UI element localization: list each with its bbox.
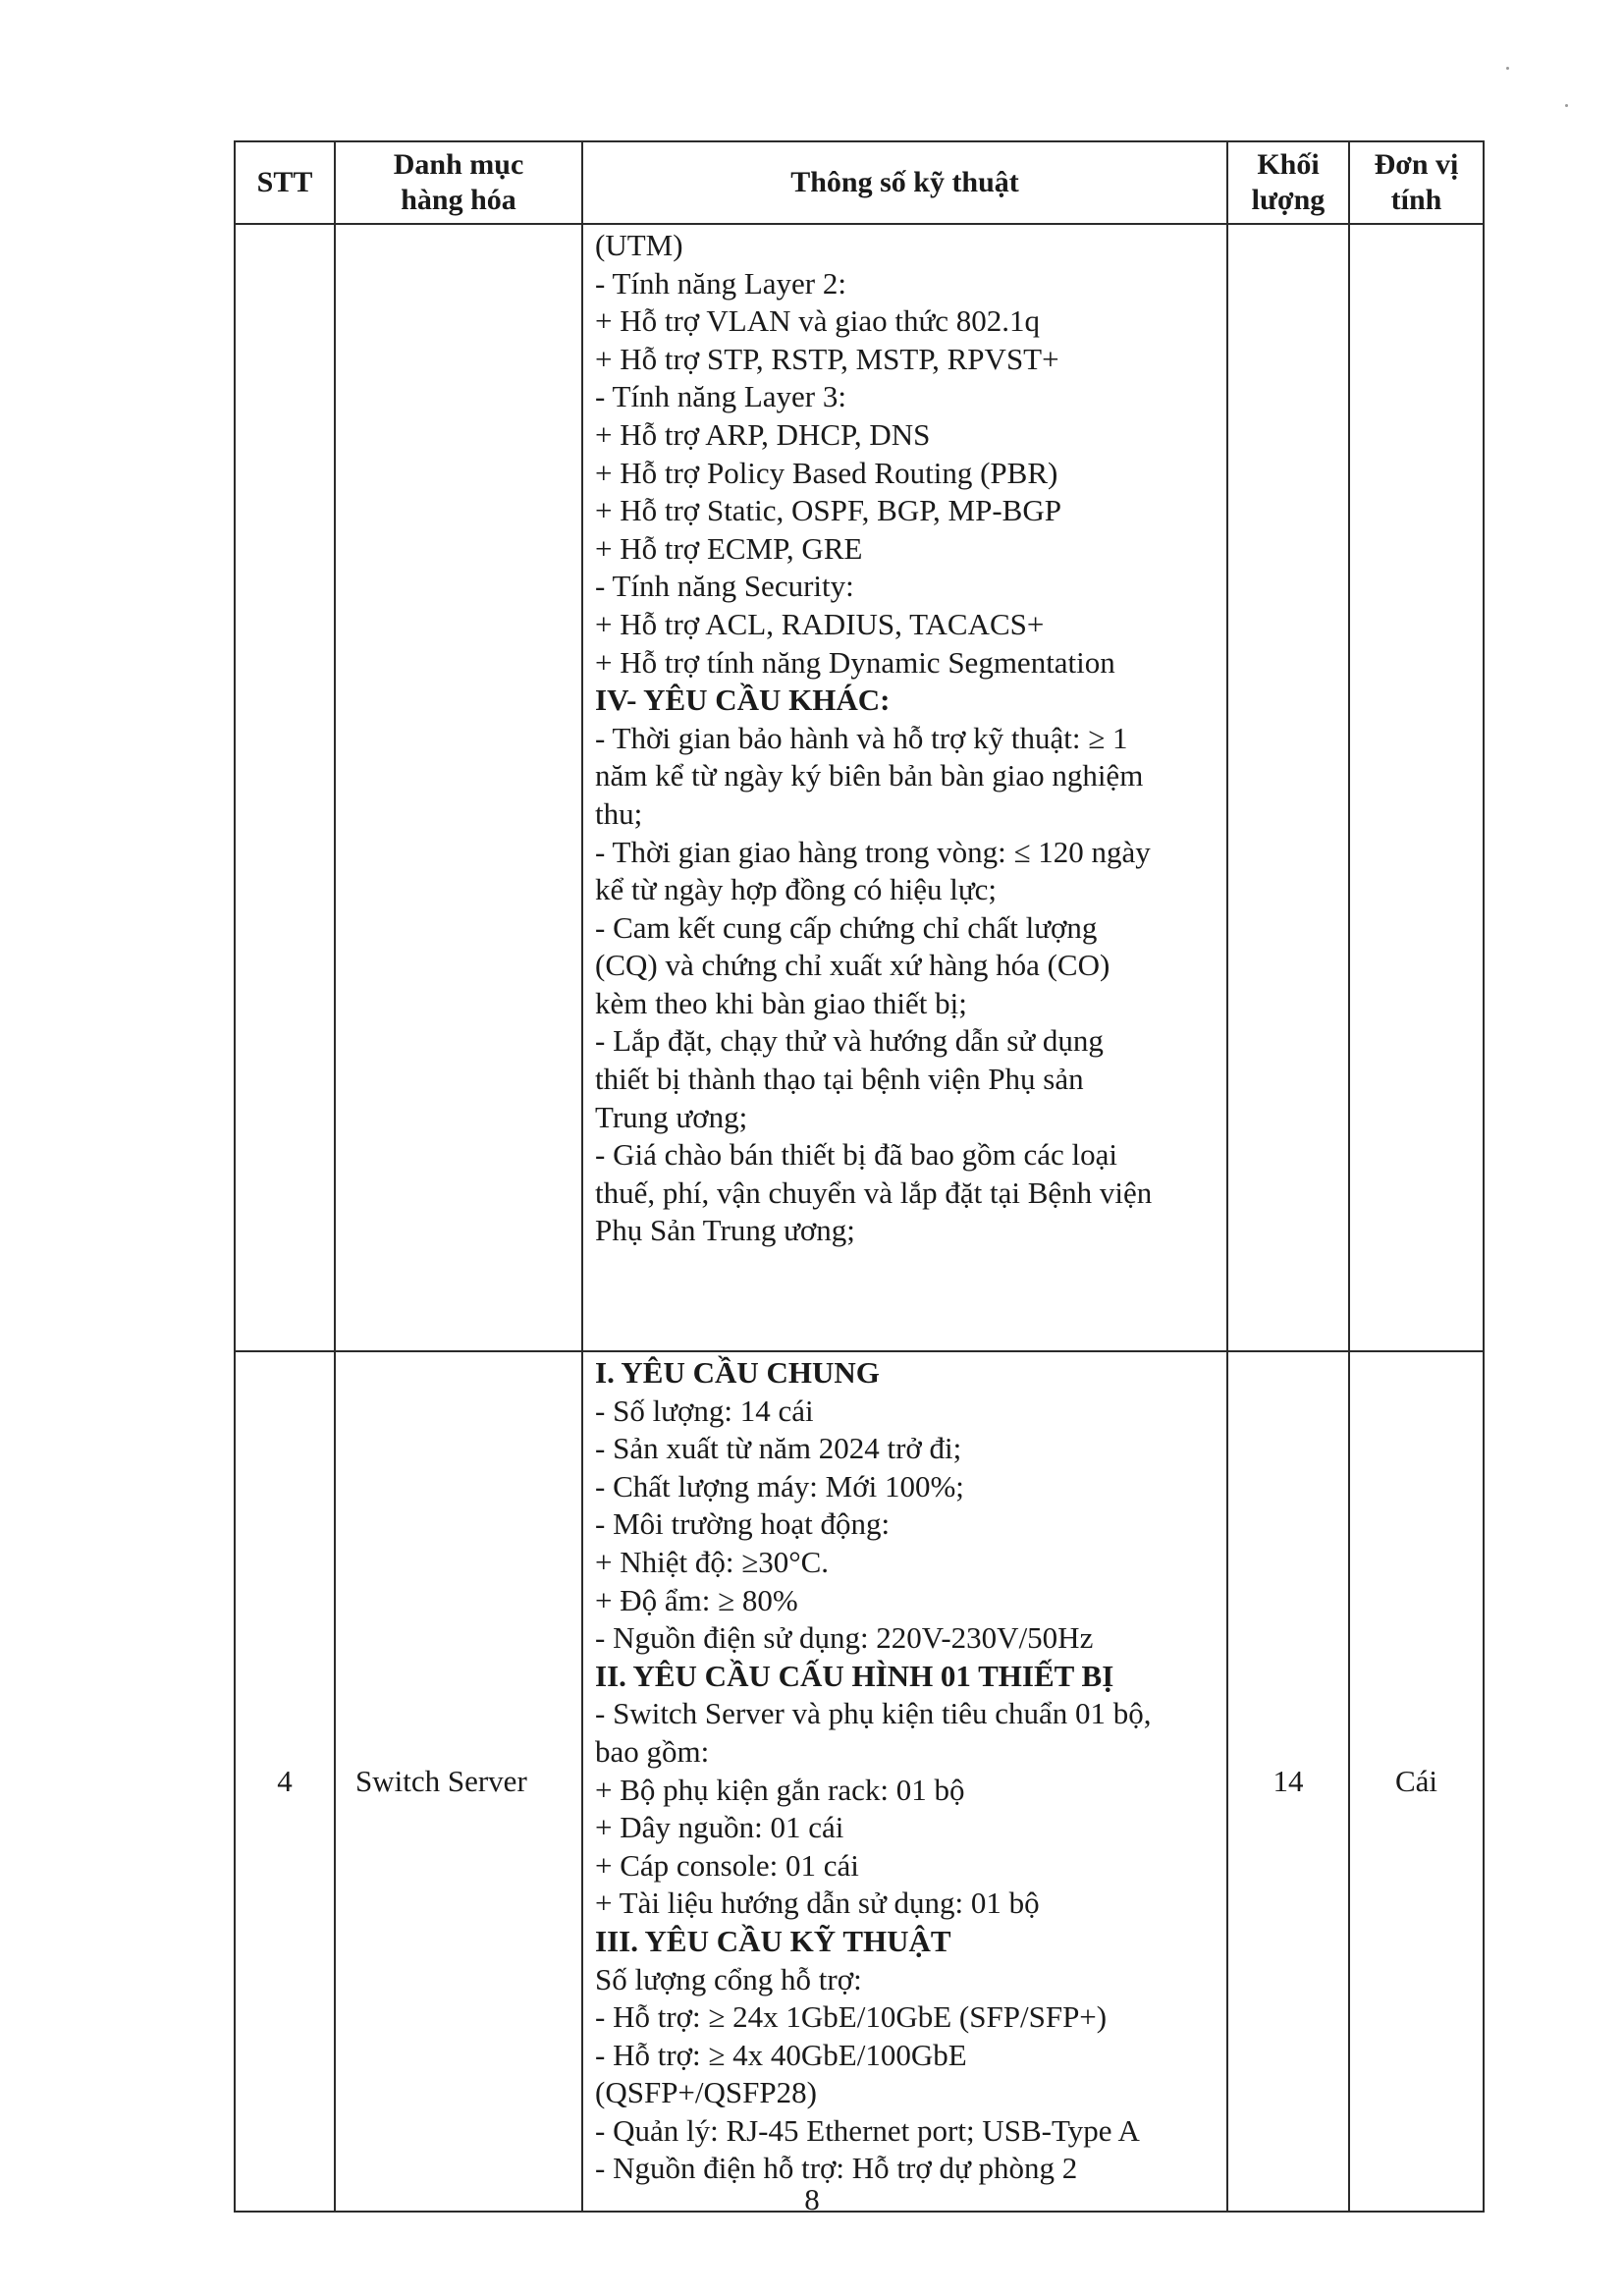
spec-line: - Tính năng Layer 3: [595,379,846,414]
spec-line: - Số lượng: 14 cái [595,1393,814,1428]
spec-section-heading: I. YÊU CẦU CHUNG [595,1355,880,1390]
header-row [235,141,1484,224]
spec-line: - Chất lượng máy: Mới 100%; [595,1468,964,1503]
spec-line: (QSFP+/QSFP28) [595,2075,817,2110]
spec-line: - Hỗ trợ: ≥ 4x 40GbE/100GbE [595,2037,967,2072]
header-danh-muc [335,141,582,224]
spec-line: bao gồm: [595,1733,710,1769]
table-row [235,1351,1484,2212]
spec-lines [583,1352,1226,2192]
page-number: 8 [804,2182,820,2216]
spec-line: thu; [595,795,643,831]
spec-line: - Tính năng Security: [595,569,854,604]
header-khoi-luong-line: Khối [1257,148,1320,181]
spec-line: + Cáp console: 01 cái [595,1847,859,1883]
spec-line: + Tài liệu hướng dẫn sử dụng: 01 bộ [595,1886,1040,1921]
spec-line: + Hỗ trợ tính năng Dynamic Segmentation [595,644,1115,680]
item-name-cell [335,224,582,1351]
spec-line: thuế, phí, vận chuyển và lắp đặt tại Bệnh viện [595,1175,1153,1210]
spec-section-heading: II. YÊU CẦU CẤU HÌNH 01 THIẾT BỊ [595,1658,1114,1693]
spec-line: - Thời gian bảo hành và hỗ trợ kỹ thuật: ≥ 1 [595,720,1128,755]
spec-line: (UTM) [595,228,683,262]
spec-line: - Cam kết cung cấp chứng chỉ chất lượng [595,909,1098,945]
spec-line: - Thời gian giao hàng trong vòng: ≤ 120 ngày [595,834,1151,869]
spec-cell [582,224,1227,1351]
item-name-cell: Switch Server [335,1351,582,2212]
spec-line: kèm theo khi bàn giao thiết bị; [595,985,967,1020]
qty-cell [1227,224,1349,1351]
spec-line: + Dây nguồn: 01 cái [595,1810,844,1845]
scan-speck [1506,67,1509,70]
stt-cell: 4 [235,1351,335,2212]
spec-line: kể từ ngày hợp đồng có hiệu lực; [595,872,997,907]
spec-line: + Hỗ trợ Policy Based Routing (PBR) [595,455,1058,490]
spec-line: + Hỗ trợ Static, OSPF, BGP, MP-BGP [595,493,1061,528]
spec-cell [582,1351,1227,2212]
spec-line: - Nguồn điện hỗ trợ: Hỗ trợ dự phòng 2 [595,2151,1078,2186]
qty-cell: 14 [1227,1351,1349,2212]
spec-line: - Hỗ trợ: ≥ 24x 1GbE/10GbE (SFP/SFP+) [595,1999,1108,2035]
header-khoi-luong-line: lượng [1251,184,1326,216]
spec-line: + Hỗ trợ STP, RSTP, MSTP, RPVST+ [595,341,1059,376]
spec-line: - Giá chào bán thiết bị đã bao gồm các loại [595,1137,1117,1173]
spec-line: - Switch Server và phụ kiện tiêu chuẩn 01 bộ, [595,1696,1152,1731]
spec-line: + Hỗ trợ ACL, RADIUS, TACACS+ [595,606,1045,641]
header-thong-so: Thông số kỹ thuật [582,141,1227,224]
spec-line: + Nhiệt độ: ≥30°C. [595,1544,830,1579]
spec-line: + Hỗ trợ ECMP, GRE [595,530,863,566]
header-khoi-luong [1227,141,1349,224]
spec-line: + Hỗ trợ ARP, DHCP, DNS [595,416,931,452]
spec-line: thiết bị thành thạo tại bệnh viện Phụ sản [595,1062,1084,1097]
unit-cell: Cái [1349,1351,1484,2212]
header-danh-muc-line: hàng hóa [401,184,516,216]
spec-line: + Độ ẩm: ≥ 80% [595,1582,798,1617]
spec-line: (CQ) và chứng chỉ xuất xứ hàng hóa (CO) [595,948,1110,983]
spec-line: + Hỗ trợ VLAN và giao thức 802.1q [595,303,1041,339]
spec-line: - Môi trường hoạt động: [595,1506,891,1542]
spec-section-heading: IV- YÊU CẦU KHÁC: [595,683,891,718]
unit-cell [1349,224,1484,1351]
scan-speck [1565,104,1568,107]
spec-lines [583,225,1226,1254]
spec-line: + Bộ phụ kiện gắn rack: 01 bộ [595,1772,965,1807]
spec-line: - Nguồn điện sử dụng: 220V-230V/50Hz [595,1620,1094,1656]
spec-line: Trung ương; [595,1099,748,1134]
header-danh-muc-line: Danh mục [393,148,524,181]
spec-line: Phụ Sản Trung ương; [595,1213,855,1248]
spec-line: Số lượng cổng hỗ trợ: [595,1961,862,1996]
header-stt: STT [235,141,335,224]
header-don-vi-line: tính [1390,184,1442,216]
spec-line: - Lắp đặt, chạy thử và hướng dẫn sử dụng [595,1023,1104,1059]
header-don-vi-line: Đơn vị [1374,148,1459,181]
header-don-vi [1349,141,1484,224]
spec-section-heading: III. YÊU CẦU KỸ THUẬT [595,1923,951,1958]
stt-cell [235,224,335,1351]
spec-line: - Tính năng Layer 2: [595,265,846,301]
spec-line: - Quản lý: RJ-45 Ethernet port; USB-Type A [595,2112,1140,2148]
spec-line: - Sản xuất từ năm 2024 trở đi; [595,1431,962,1466]
spec-table [234,140,1485,2213]
table-row [235,224,1484,1351]
spec-line: năm kể từ ngày ký biên bản bàn giao nghiệm [595,758,1144,793]
